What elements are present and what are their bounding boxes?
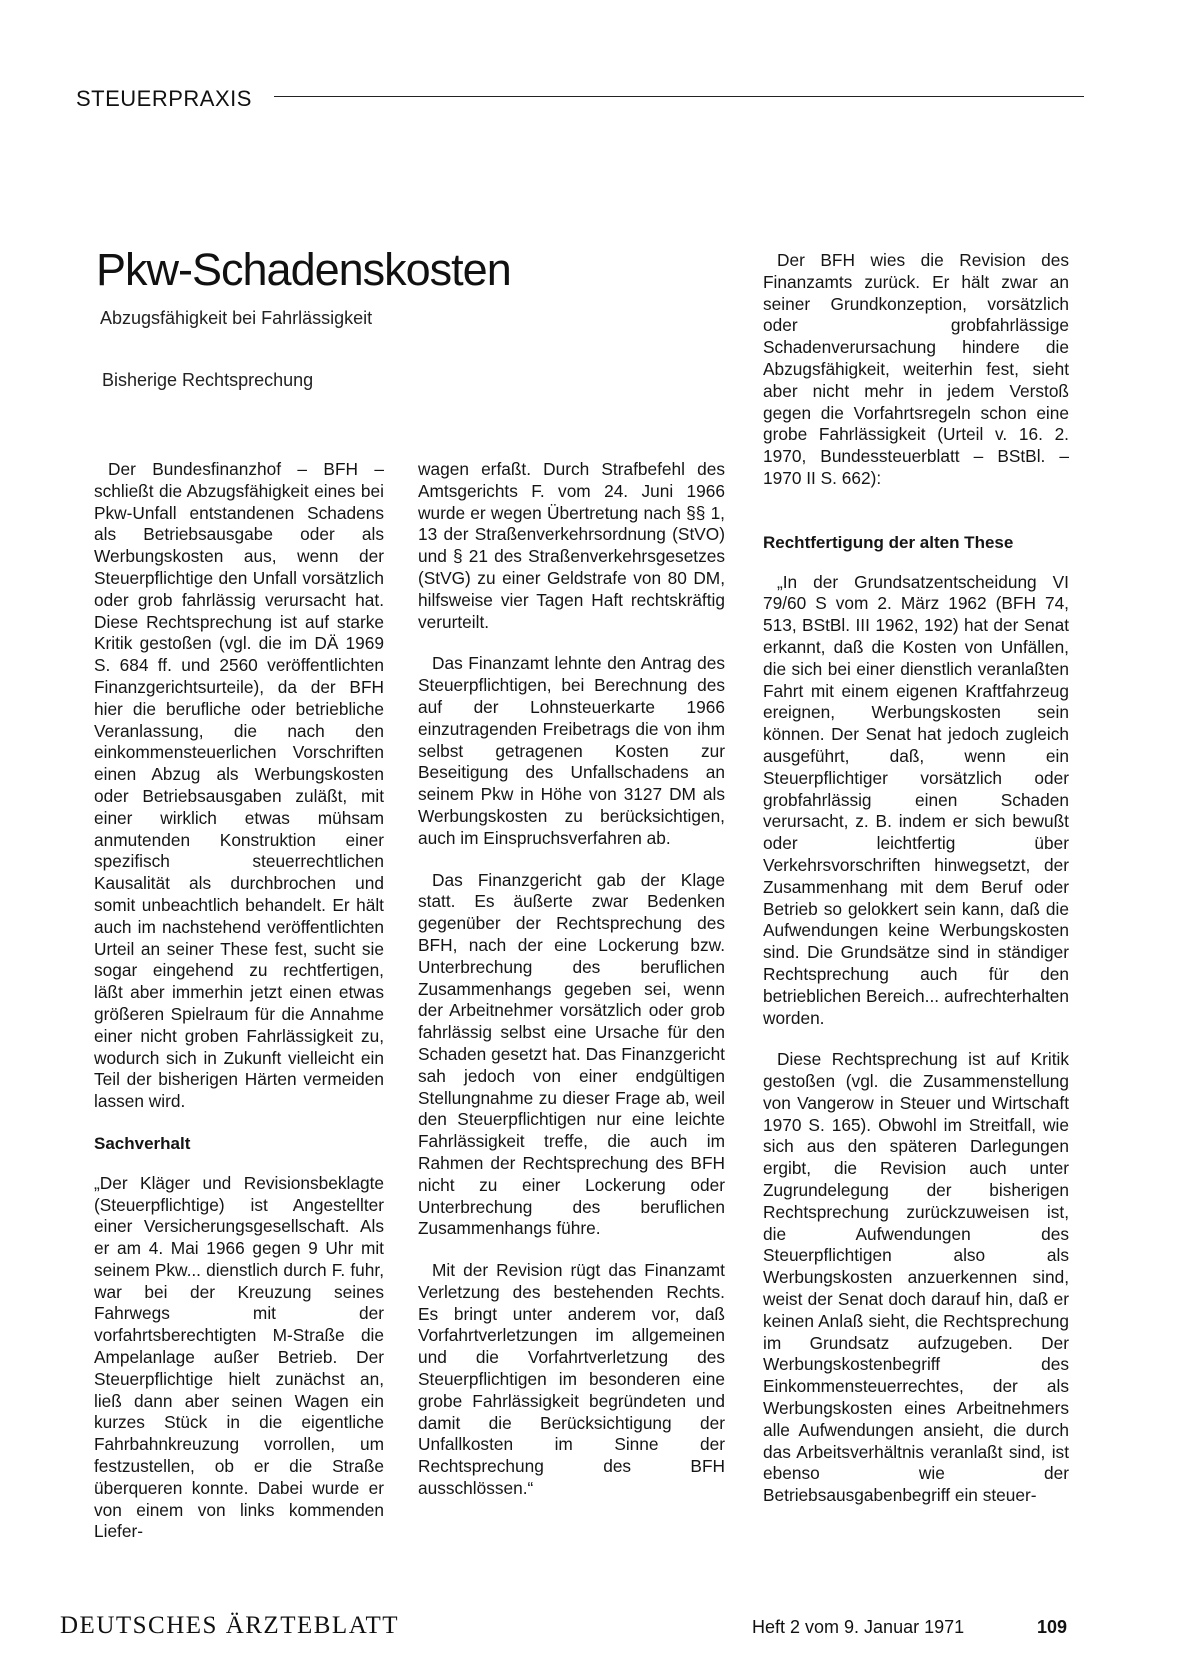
paragraph: Der Bundesfinanzhof – BFH – schließt die Abzugsfähigkeit eines bei Pkw-Unfall entstandenen Schadens als Betriebsausgabe oder als Werbungskosten aus, wenn der Steuerpflichtige den Unfall vorsätzlich oder grob fahrlässig verursacht hat. Diese Rechtsprechung ist auf starke Kritik gestoßen (vgl. die im DÄ 1969 S. 684 ff. und 2560 veröffentlichten Finanzgerichtsurteile), da der BFH hier die berufliche oder betriebliche Veranlassung, die nach den einkommensteuerlichen Vorschriften einen Abzug als Werbungskosten oder Betriebsausgaben zuläßt, mit einer wirklich etwas mühsam anmutenden Konstruktion einer spezifisch steuerrechtlichen Kausalität als durchbrochen und somit unbeachtlich behandelt. Er hält auch im nachstehend veröffentlichten Urteil an seiner These fest, sucht sie sogar eingehend zu rechtfertigen, läßt aber immerhin jetzt einen etwas größeren Spielraum für die Annahme einer nicht groben Fahrlässigkeit zu, wodurch sich in Zukunft vielleicht ein Teil der bisherigen Härten vermeiden lassen wird. [94,459,384,1112]
issue-info: Heft 2 vom 9. Januar 1971 [752,1617,965,1637]
paragraph: Diese Rechtsprechung ist auf Kritik gestoßen (vgl. die Zusammenstellung von Vangerow in Steuer und Wirtschaft 1970 S. 165). Obwohl im Streitfall, wie sich aus den späteren Darlegungen ergibt, die Revision auch unter Zugrundelegung der bisherigen Rechtsprechung zurückzuweisen ist, die Aufwendungen des Steuerpflichtigen also als Werbungskosten anzuerkennen sind, weist der Senat doch darauf hin, daß er keinen Anlaß sieht, die Rechtsprechung im Grundsatz aufzugeben. Der Werbungskostenbegriff des Einkommensteuerrechtes, der als Werbungskosten eines Arbeitnehmers alle Aufwendungen ansieht, die durch das Arbeitsverhältnis veranlaßt sind, ist ebenso wie der Betriebsausgabenbegriff ein steuer- [763,1049,1069,1506]
article-kicker: Bisherige Rechtsprechung [102,370,314,390]
journal-name: DEUTSCHES ÄRZTEBLATT [60,1612,400,1639]
paragraph: Das Finanzamt lehnte den Antrag des Steuerpflichtigen, bei Berechnung des auf der Lohnsteuerkarte 1966 einzutragenden Freibetrags die von ihm selbst getragenen Kosten zur Beseitigung des Unfallschadens an seinem Pkw in Höhe von 3127 DM als Werbungskosten zu berücksichtigen, auch im Einspruchsverfahren ab. [418,653,725,848]
section-label: STEUERPRAXIS [76,86,252,111]
article-subtitle: Abzugsfähigkeit bei Fahrlässigkeit [100,308,373,328]
paragraph: wagen erfaßt. Durch Strafbefehl des Amtsgerichts F. vom 24. Juni 1966 wurde er wegen Übertretung nach §§ 1, 13 der Straßenverkehrsordnung (StVO) und § 21 des Straßenverkehrsgesetzes (StVG) zu einer Geldstrafe von 80 DM, hilfsweise vier Tagen Haft rechtskräftig verurteilt. [418,459,725,632]
section-heading-sachverhalt: Sachverhalt [94,1133,191,1153]
article-title: Pkw-Schadenskosten [96,244,511,295]
column-1 [94,459,384,1563]
paragraph: „Der Kläger und Revisionsbeklagte (Steuerpflichtige) ist Angestellter einer Versicherungsgesellschaft. Als er am 4. Mai 1966 gegen 9 Uhr mit seinem Pkw... dienstlich durch F. fuhr, war bei der Kreuzung seines Fahrwegs mit der vorfahrtsberechtigten M-Straße die Ampelanlage außer Betrieb. Der Steuerpflichtige hielt zunächst an, ließ dann aber seinen Wagen ein kurzes Stück in die eigentliche Fahrbahnkreuzung vorrollen, um festzustellen, ob er die Straße überqueren konnte. Dabei wurde er von einem von links kommenden Liefer- [94,1172,384,1542]
paragraph: Der BFH wies die Revision des Finanzamts zurück. Er hält zwar an seiner Grundkonzeption, vorsätzlich oder grobfahrlässige Schadenverursachung hindere die Abzugsfähigkeit, weiterhin fest, sieht aber nicht mehr in jedem Verstoß gegen die Vorfahrtsregeln schon eine grobe Fahrlässigkeit (Urteil v. 16. 2. 1970, Bundessteuerblatt – BStBl. – 1970 II S. 662): [763,250,1069,488]
paragraph: Mit der Revision rügt das Finanzamt Verletzung des bestehenden Rechts. Es bringt unter anderem vor, daß Vorfahrtverletzungen im allgemeinen und die Vorfahrtverletzung des Steuerpflichtigen im besonderen eine grobe Fahrlässigkeit begründeten und damit die Berücksichtigung der Unfallkosten im Sinne der Rechtsprechung des BFH ausschlössen.“ [418,1260,725,1499]
section-rule [274,96,1084,97]
section-heading-rechtfertigung: Rechtfertigung der alten These [763,532,1014,552]
column-2 [418,459,725,1520]
page-number: 109 [1037,1617,1068,1637]
paragraph: „In der Grundsatzentscheidung VI 79/60 S vom 2. März 1962 (BFH 74, 513, BStBl. III 1962, 192) hat der Senat erkannt, daß die Kosten von Unfällen, die sich bei einer dienstlich veranlaßten Fahrt mit einem eigenen Kraftfahrzeug ereignen, Werbungskosten sein können. Der Senat hat jedoch zugleich ausgeführt, daß, wenn ein Steuerpflichtiger vorsätzlich oder grobfahrlässig einen Schaden verursacht, z. B. indem er sich bewußt oder leichtfertig über Verkehrsvorschriften hinwegsetzt, der Zusammenhang mit dem Beruf oder Betrieb so gelokkert sein kann, daß die Aufwendungen keine Werbungskosten sind. Die Grundsätze sind in ständiger Rechtsprechung auch für den betrieblichen Bereich... aufrechterhalten worden. [763,571,1069,1028]
column-3 [763,250,1069,1527]
paragraph: Das Finanzgericht gab der Klage statt. Es äußerte zwar Bedenken gegenüber der Rechtsprechung des BFH, nach der eine Lockerung bzw. Unterbrechung des beruflichen Zusammenhangs gegeben sei, wenn der Arbeitnehmer vorsätzlich oder grob fahrlässig selbst eine Ursache für den Schaden gesetzt hat. Das Finanzgericht sah jedoch von einer endgültigen Stellungnahme zu dieser Frage ab, weil den Steuerpflichtigen nur eine leichte Fahrlässigkeit treffe, die auch im Rahmen der Rechtsprechung des BFH nicht zu einer Lockerung oder Unterbrechung des beruflichen Zusammenhangs führe. [418,869,725,1239]
